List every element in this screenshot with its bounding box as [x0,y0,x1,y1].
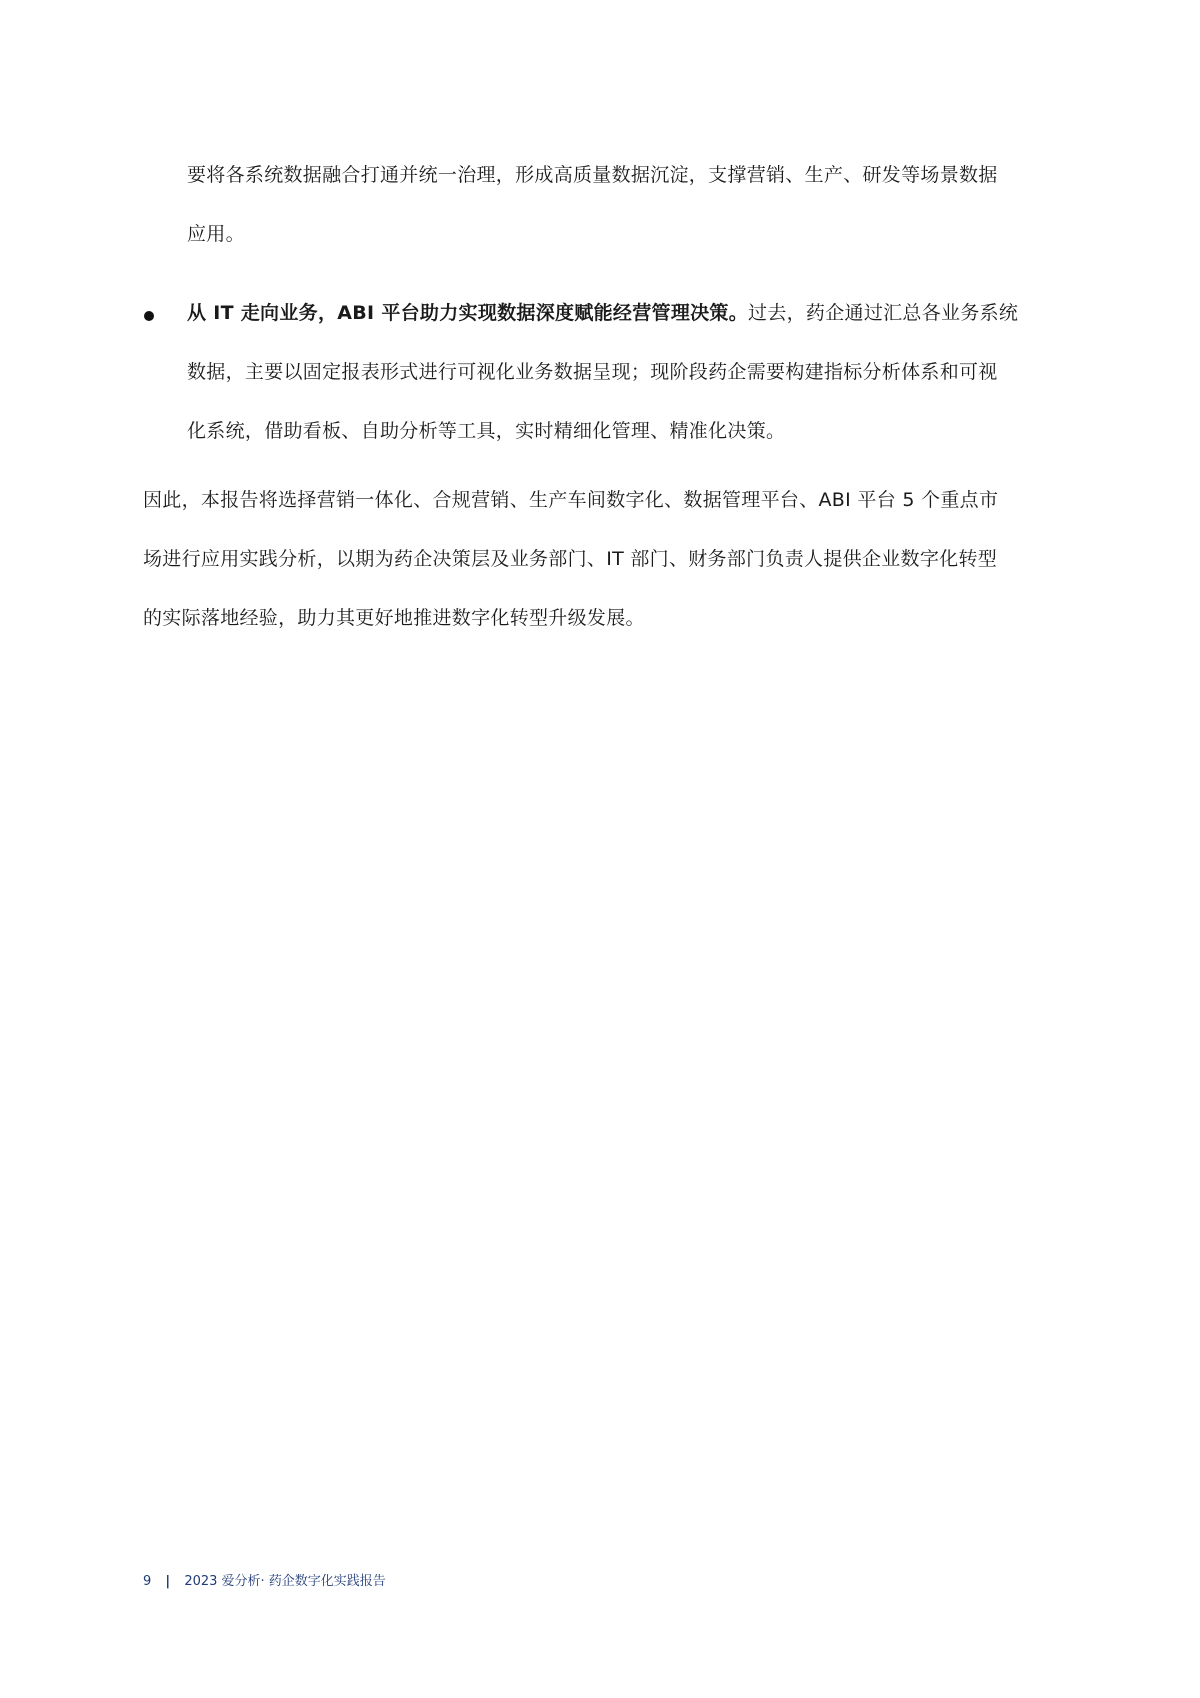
bullet-line [187,300,1060,326]
bullet-heading: 从 IT 走向业务，ABI 平台助力实现数据深度赋能经营管理决策。 [187,302,749,324]
page-number: 9 [143,1574,152,1589]
page-footer [143,1570,386,1589]
paragraph-line: 应用。 [187,223,245,245]
bullet-icon [144,311,154,321]
conclusion-line: 的实际落地经验，助力其更好地推进数字化转型升级发展。 [143,607,645,629]
footer-title: 2023 爱分析· 药企数字化实践报告 [184,1574,386,1589]
bullet-line: 化系统，借助看板、自助分析等工具，实时精细化管理、精准化决策。 [187,420,786,442]
footer-separator: | [165,1574,171,1589]
bullet-text: 过去，药企通过汇总各业务系统 [748,302,1019,324]
bullet-line: 数据，主要以固定报表形式进行可视化业务数据呈现；现阶段药企需要构建指标分析体系和可视 [187,361,998,383]
conclusion-line: 因此，本报告将选择营销一体化、合规营销、生产车间数字化、数据管理平台、ABI 平台 5 个重点市 [143,489,999,511]
paragraph-line: 要将各系统数据融合打通并统一治理，形成高质量数据沉淀，支撑营销、生产、研发等场景数据 [187,164,998,186]
conclusion-line: 场进行应用实践分析，以期为药企决策层及业务部门、IT 部门、财务部门负责人提供企业数字化转型 [143,548,998,570]
